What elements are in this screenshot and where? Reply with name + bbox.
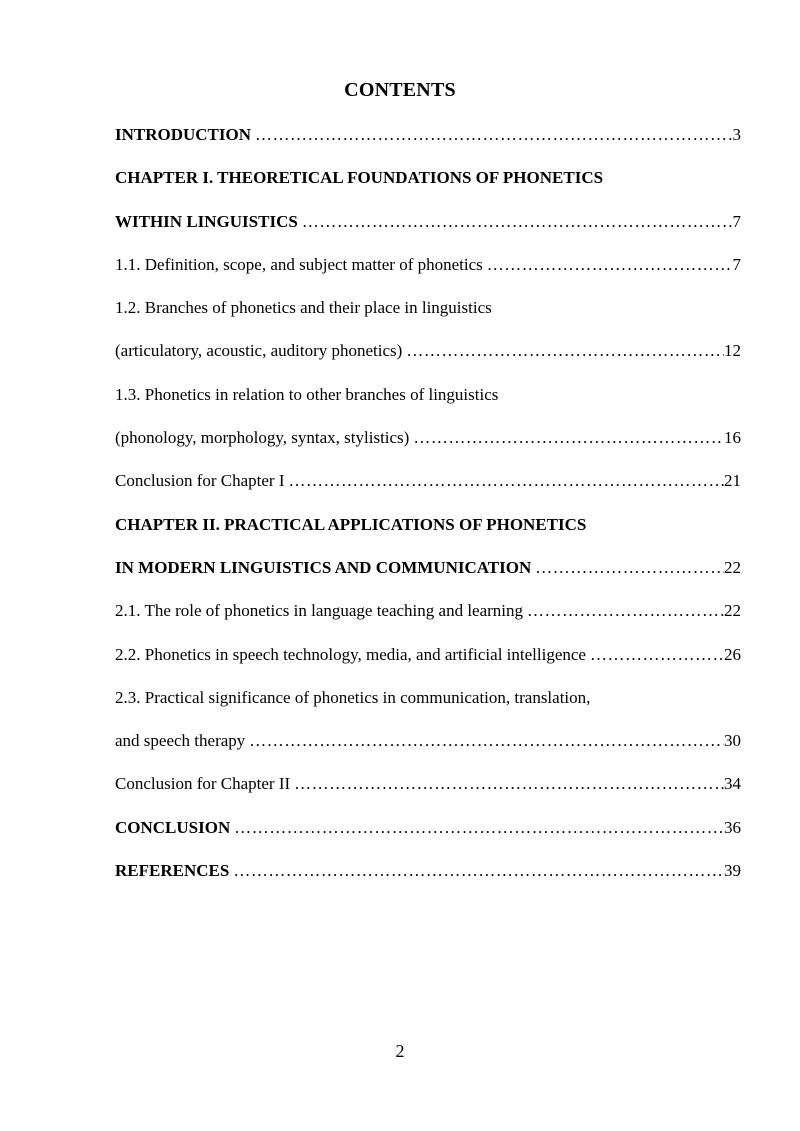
toc-entry	[115, 598, 741, 641]
toc-dot-leader	[229, 858, 724, 884]
toc-entry-page: 7	[732, 254, 741, 274]
toc-entry	[115, 512, 741, 555]
toc-entry-title: and speech therapy	[115, 731, 246, 751]
toc-entry	[115, 165, 741, 208]
toc-entry-title: REFERENCES	[115, 861, 230, 881]
page-title: CONTENTS	[344, 79, 456, 101]
toc-entry-page: 22	[724, 601, 741, 621]
toc-entry-title: 1.1. Definition, scope, and subject matter of phonetics	[115, 254, 483, 274]
toc-entry-title: CHAPTER II. PRACTICAL APPLICATIONS OF PHONETICS	[115, 514, 587, 534]
toc-entry	[115, 815, 741, 858]
toc-dot-leader	[245, 728, 724, 754]
toc-dot-leader	[409, 425, 724, 451]
toc-dot-leader	[298, 209, 733, 235]
toc-entry-page: 39	[724, 861, 741, 881]
toc-entry-title: 2.3. Practical significance of phonetics in communication, translation,	[115, 687, 591, 707]
toc-entry	[115, 209, 741, 252]
toc-entry	[115, 685, 741, 728]
toc-entry-page: 22	[724, 557, 741, 577]
toc-entry	[115, 295, 741, 338]
toc-dot-leader	[251, 122, 732, 148]
toc-entry-title: CONCLUSION	[115, 817, 231, 837]
toc-entry	[115, 425, 741, 468]
toc-entry	[115, 338, 741, 381]
toc-entry	[115, 642, 741, 685]
toc-entry	[115, 555, 741, 598]
toc-entry-title: 1.2. Branches of phonetics and their place in linguistics	[115, 298, 492, 318]
toc-entry-page: 21	[724, 471, 741, 491]
toc-entry-page: 36	[724, 817, 741, 837]
toc-entry	[115, 122, 741, 165]
toc-entry	[115, 382, 741, 425]
toc-dot-leader	[586, 642, 724, 668]
table-of-contents	[115, 122, 741, 901]
toc-entry-title: 1.3. Phonetics in relation to other branches of linguistics	[115, 384, 499, 404]
toc-entry-title: IN MODERN LINGUISTICS AND COMMUNICATION	[115, 557, 532, 577]
toc-entry-title: CHAPTER I. THEORETICAL FOUNDATIONS OF PHONETICS	[115, 168, 604, 188]
toc-entry-title: 2.1. The role of phonetics in language teaching and learning	[115, 601, 524, 621]
toc-dot-leader	[285, 468, 725, 494]
toc-entry-page: 26	[724, 644, 741, 664]
toc-entry	[115, 771, 741, 814]
toc-dot-leader	[402, 338, 724, 364]
toc-entry-title: Conclusion for Chapter I	[115, 471, 285, 491]
toc-entry	[115, 728, 741, 771]
toc-entry-page: 30	[724, 731, 741, 751]
toc-dot-leader	[531, 555, 724, 581]
toc-entry-page: 7	[732, 211, 741, 231]
toc-entry-title: Conclusion for Chapter II	[115, 774, 291, 794]
toc-entry-page: 16	[724, 428, 741, 448]
page-number: 2	[395, 1041, 405, 1061]
toc-dot-leader	[290, 771, 724, 797]
toc-entry-page: 34	[724, 774, 741, 794]
toc-entry-page: 12	[724, 341, 741, 361]
toc-dot-leader	[483, 252, 733, 278]
toc-entry-page: 3	[732, 125, 741, 144]
toc-entry-title: INTRODUCTION	[115, 125, 252, 144]
toc-dot-leader	[523, 598, 724, 624]
toc-entry-title: 2.2. Phonetics in speech technology, media, and artificial intelligence	[115, 644, 586, 664]
toc-entry	[115, 252, 741, 295]
toc-entry	[115, 468, 741, 511]
toc-entry-title: (phonology, morphology, syntax, stylistics)	[115, 428, 410, 448]
toc-entry	[115, 858, 741, 901]
toc-entry-title: (articulatory, acoustic, auditory phonetics)	[115, 341, 403, 361]
toc-dot-leader	[230, 815, 724, 841]
toc-entry-title: WITHIN LINGUISTICS	[115, 211, 298, 231]
